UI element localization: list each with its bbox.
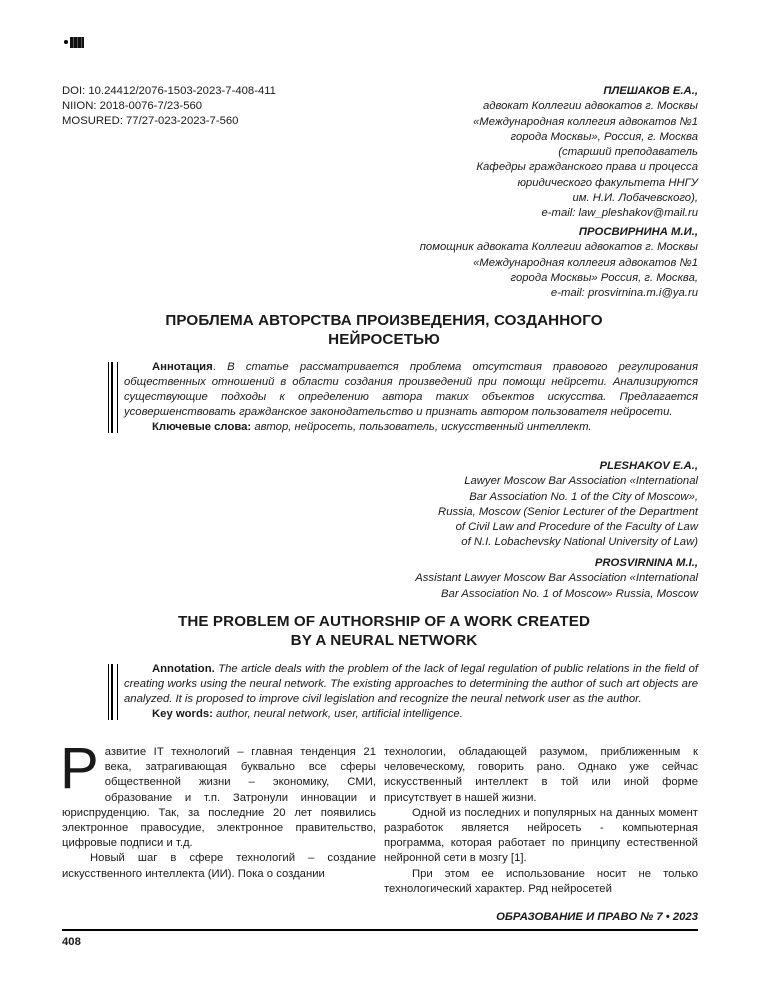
author-email[interactable]: e-mail: law_pleshakov@mail.ru	[541, 207, 698, 220]
author-affiliation-line: of Civil Law and Procedure of the Faculty of Law	[455, 521, 698, 534]
author-name: PLESHAKOV E.A.,	[599, 460, 698, 472]
author-affiliation-line: им. Н.И. Лобачевского),	[572, 192, 698, 205]
logo-dot	[64, 40, 68, 44]
title-line: ПРОБЛЕМА АВТОРСТВА ПРОИЗВЕДЕНИЯ, СОЗДАННОГО	[165, 312, 603, 329]
article-identifiers	[62, 84, 276, 129]
keywords-label: Key words:	[152, 708, 213, 720]
body-column-right	[384, 745, 698, 897]
journal-logo-icon	[64, 36, 84, 48]
author-email[interactable]: e-mail: prosvirnina.m.i@ya.ru	[550, 287, 698, 300]
abstract-bars-decoration	[108, 664, 118, 720]
page-number: 408	[62, 936, 81, 948]
author-name: ПРОСВИРНИНА М.И.,	[578, 226, 698, 238]
body-paragraph: Одной из последних и популярных на данных момент разработок является нейросеть - компьютерная программа, которая работает по принципу естественной нейронной сети в мозгу [1].	[384, 806, 698, 865]
author-affiliation-line: «Международная коллегия адвокатов №1	[473, 256, 698, 269]
author-ru-1	[473, 84, 698, 222]
author-en-1	[438, 459, 698, 551]
keywords-label: Ключевые слова:	[152, 421, 252, 433]
keywords-text: автор, нейросеть, пользователь, искусственный интеллект.	[251, 421, 592, 433]
author-affiliation-line: Russia, Moscow (Senior Lecturer of the Department	[438, 505, 698, 518]
mosured-id: MOSURED: 77/27-023-2023-7-560	[62, 115, 239, 127]
footer-rule	[62, 929, 698, 931]
author-affiliation-line: Lawyer Moscow Bar Association «International	[464, 475, 698, 488]
abstract-bars-decoration	[108, 362, 118, 433]
doi: DOI: 10.24412/2076-1503-2023-7-408-411	[62, 85, 276, 97]
author-affiliation-line: Assistant Lawyer Moscow Bar Association «International	[415, 572, 698, 585]
author-affiliation-line: юридического факультета ННГУ	[517, 176, 698, 189]
abstract-text: В статье рассматривается проблема отсутствия правового регулирования общественных отношений в области создания произведений при помощи нейрсети. Анализируются существующие подходы к определению автора таких объектов искусства. Предлагается усовершенствовать гражданское законодательство и признать автором пользователя нейросети.	[124, 361, 698, 418]
author-affiliation-line: Кафедры гражданского права и процесса	[476, 161, 698, 174]
journal-footer-title: ОБРАЗОВАНИЕ И ПРАВО № 7 • 2023	[496, 911, 698, 923]
abstract-label: Annotation.	[152, 663, 215, 675]
title-line: BY A NEURAL NETWORK	[290, 632, 478, 649]
author-affiliation-line: of N.I. Lobachevsky National University of Law)	[461, 536, 698, 549]
article-title-ru	[100, 311, 668, 349]
abstract-en	[108, 662, 698, 722]
abstract-text: The article deals with the problem of the lack of legal regulation of public relations in the field of creating works using the neural network. The existing approaches to determining the author of such art objects are analyzed. It is proposed to improve civil legislation and recognize the neural network user as the author.	[124, 663, 698, 705]
title-line: НЕЙРОСЕТЬЮ	[328, 331, 440, 348]
keywords-text: author, neural network, user, artificial intelligence.	[212, 708, 463, 720]
author-affiliation-line: города Москвы» Россия, г. Москва,	[510, 271, 698, 284]
author-ru-2	[420, 225, 698, 301]
body-paragraph: Новый шаг в сфере технологий – создание искусственного интеллекта (ИИ). Пока о создании	[62, 852, 376, 880]
author-affiliation-line: Bar Association No. 1 of the City of Moscow»,	[469, 490, 698, 503]
drop-cap: Р	[60, 736, 99, 801]
body-paragraph: При этом ее использование носит не только технологический характер. Ряд нейросетей	[384, 867, 698, 895]
author-en-2	[415, 556, 698, 602]
body-column-left	[60, 736, 376, 882]
author-affiliation-line: города Москвы», Россия, г. Москва	[510, 130, 698, 143]
author-affiliation-line: (старший преподаватель	[558, 146, 698, 159]
author-affiliation-line: помощник адвоката Коллегии адвокатов г. Москвы	[419, 241, 698, 254]
author-name: PROSVIRNINA M.I.,	[594, 557, 698, 569]
abstract-ru	[108, 360, 698, 435]
abstract-label: Аннотация	[152, 361, 213, 373]
author-affiliation-line: адвокат Коллегии адвокатов г. Москвы	[482, 100, 698, 113]
author-name: ПЛЕШАКОВ Е.А.,	[603, 85, 698, 97]
niion-id: NIION: 2018-0076-7/23-560	[62, 100, 203, 112]
author-affiliation-line: Bar Association No. 1 of Moscow» Russia, Moscow	[441, 587, 698, 600]
body-paragraph: технологии, обладающей разумом, приближенным к человеческому, говорить рано. Однако уже сейчас искусственный интеллект в той или иной форме присутствует в нашей жизни.	[384, 746, 698, 804]
abstract-label-punct: .	[212, 361, 216, 373]
logo-block	[70, 37, 84, 48]
title-line: THE PROBLEM OF AUTHORSHIP OF A WORK CREATED	[177, 613, 591, 630]
article-title-en	[100, 612, 668, 650]
author-affiliation-line: «Международная коллегия адвокатов №1	[473, 115, 698, 128]
body-paragraph: азвитие IT технологий – главная тенденция 21 века, затрагивающая буквально все сферы общественной жизни – экономику, СМИ, образование и т.п. Затронули инновации и юриспруденцию. Так, за последние 20 лет появились электронное правосудие, электронное правительство, цифровые подписи и т.д.	[62, 746, 376, 850]
